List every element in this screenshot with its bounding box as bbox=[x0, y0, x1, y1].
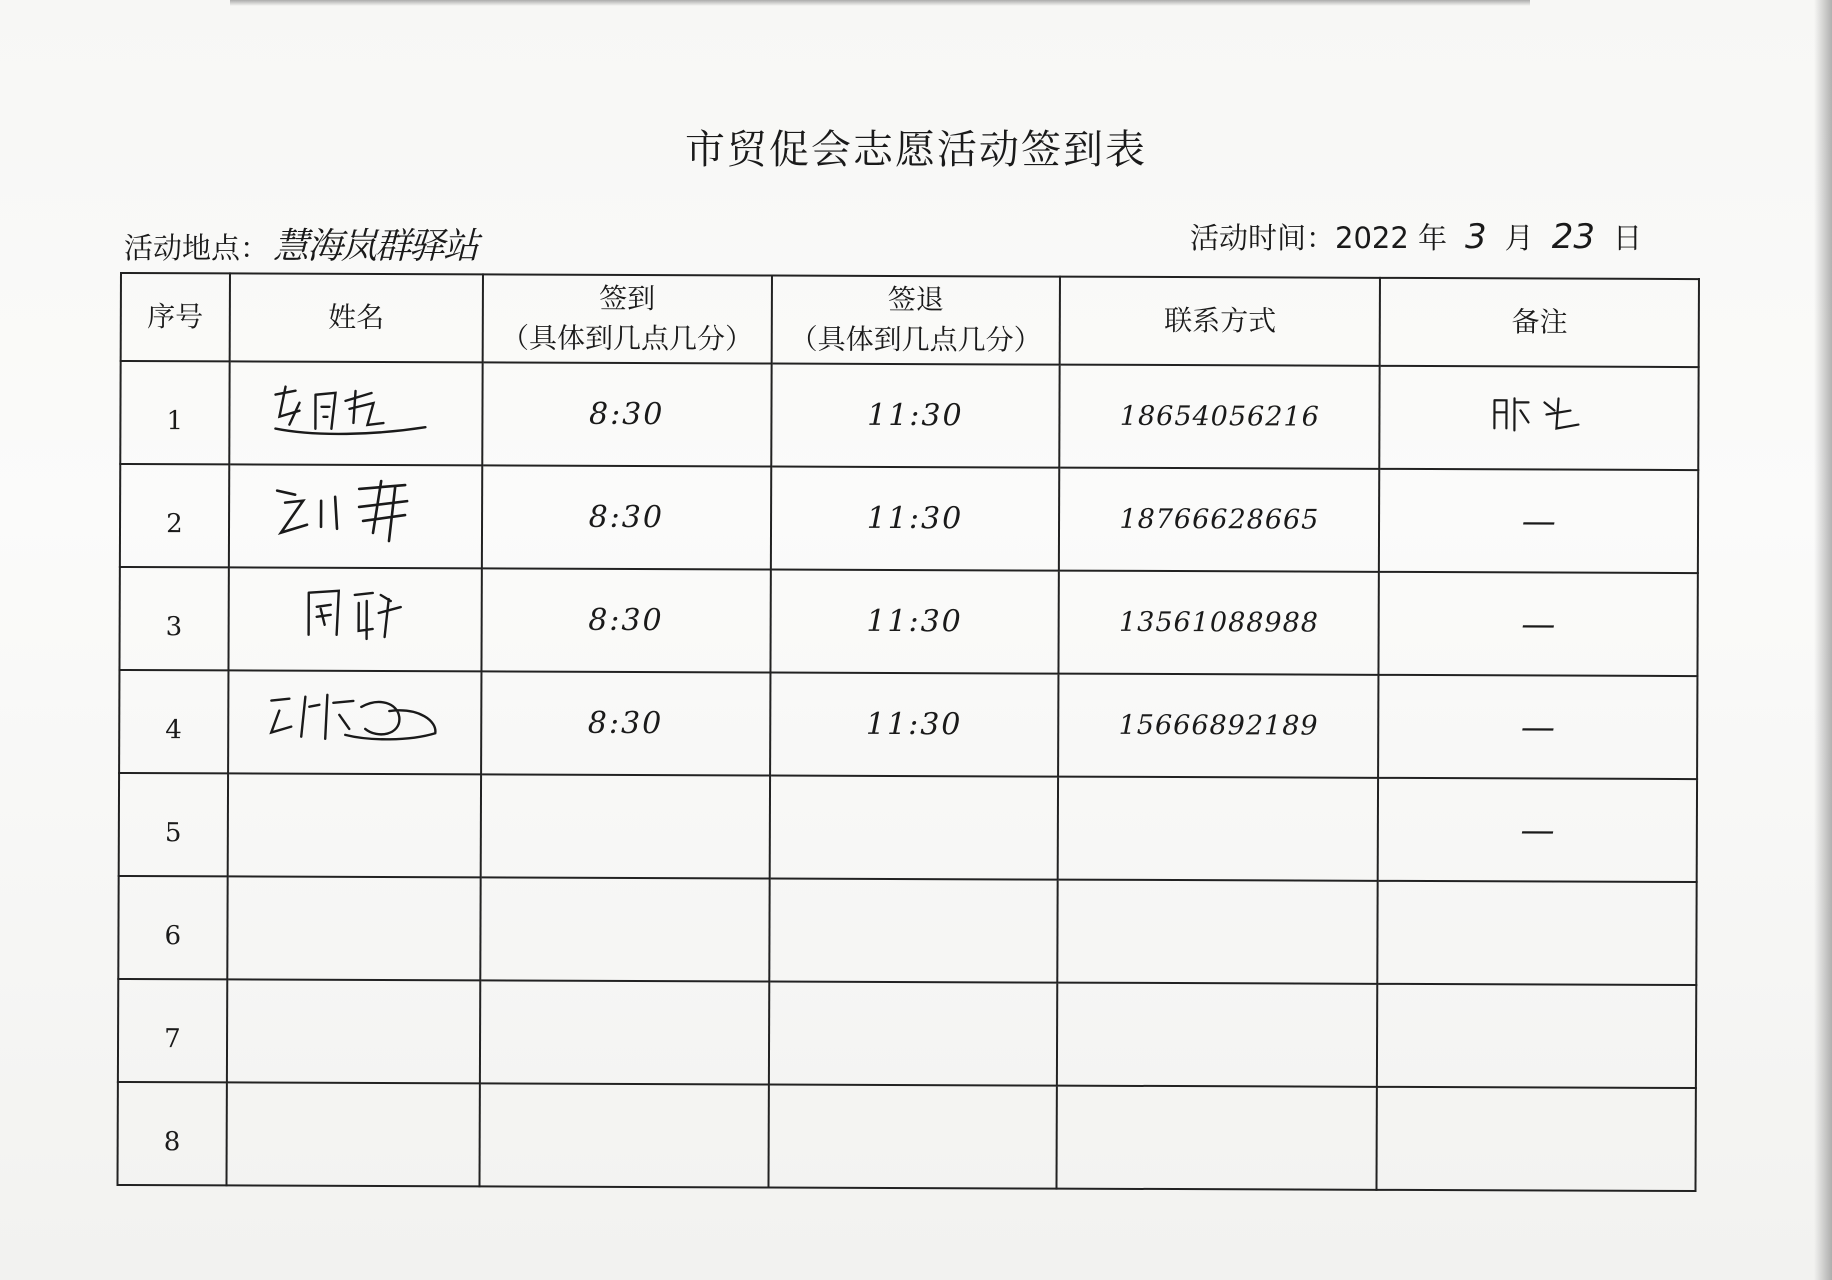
table-row bbox=[119, 773, 1697, 882]
time-label: 活动时间：2022 年 bbox=[1190, 221, 1448, 255]
table-row bbox=[118, 979, 1696, 1088]
row-sign-out: 11:30 bbox=[770, 467, 1059, 571]
signature-3 bbox=[255, 579, 455, 650]
day-value: 23 bbox=[1551, 217, 1595, 257]
row-name bbox=[227, 773, 481, 877]
table-row bbox=[118, 876, 1696, 985]
page-title: 市贸促会志愿活动签到表 bbox=[685, 127, 1147, 173]
month-label: 月 bbox=[1504, 221, 1534, 255]
table-row bbox=[119, 567, 1697, 676]
row-name bbox=[227, 876, 481, 980]
row-contact bbox=[1057, 1086, 1377, 1190]
row-note: — bbox=[1379, 469, 1698, 573]
signature-2 bbox=[255, 471, 455, 552]
row-contact: 13561088988 bbox=[1059, 571, 1379, 675]
row-note bbox=[1378, 881, 1697, 985]
signature-4 bbox=[249, 677, 459, 758]
location-label: 活动地点： bbox=[124, 231, 270, 265]
row-sign-out: 11:30 bbox=[770, 569, 1059, 673]
row-sign-in: 8:30 bbox=[481, 671, 770, 775]
header-sign-in-title: 签到 bbox=[599, 281, 656, 316]
row-contact bbox=[1057, 983, 1377, 1087]
row-sign-out: 11:30 bbox=[770, 672, 1059, 776]
row-sign-in bbox=[481, 774, 770, 878]
row-contact: 18766628665 bbox=[1059, 468, 1379, 572]
row-name-signature bbox=[228, 670, 482, 774]
month-value: 3 bbox=[1465, 217, 1487, 257]
location-value: 慧海岚群驿站 bbox=[273, 226, 478, 267]
row-name-signature bbox=[229, 361, 483, 465]
row-contact bbox=[1058, 880, 1378, 984]
row-note: — bbox=[1378, 778, 1697, 882]
row-sign-in: 8:30 bbox=[482, 362, 771, 466]
row-seq: 1 bbox=[120, 361, 229, 464]
date-line bbox=[1190, 216, 1642, 257]
day-label: 日 bbox=[1612, 221, 1642, 255]
header-sign-in-hint: （具体到几点几分） bbox=[500, 321, 754, 356]
table-row bbox=[120, 464, 1698, 573]
row-seq: 4 bbox=[119, 670, 228, 773]
header-note: 备注 bbox=[1380, 278, 1699, 367]
row-contact bbox=[1058, 777, 1378, 881]
row-sign-in bbox=[480, 877, 769, 981]
row-sign-in: 8:30 bbox=[481, 568, 770, 672]
paper-top-edge bbox=[230, 0, 1530, 6]
row-name bbox=[227, 979, 481, 1083]
table-row bbox=[120, 361, 1698, 470]
signin-table bbox=[116, 272, 1699, 1192]
row-sign-out bbox=[769, 878, 1058, 982]
row-seq: 8 bbox=[117, 1082, 226, 1185]
row-seq: 3 bbox=[119, 567, 228, 670]
row-sign-out: 11:30 bbox=[771, 364, 1060, 468]
header-seq: 序号 bbox=[121, 273, 230, 361]
row-note: — bbox=[1379, 572, 1698, 676]
row-note bbox=[1380, 366, 1699, 470]
row-note bbox=[1377, 1087, 1696, 1191]
row-seq: 6 bbox=[118, 876, 227, 979]
row-sign-out bbox=[768, 1084, 1057, 1188]
row-contact: 18654056216 bbox=[1060, 365, 1380, 469]
table-row bbox=[119, 670, 1697, 779]
row-name bbox=[226, 1082, 480, 1186]
row-seq: 5 bbox=[119, 773, 228, 876]
header-contact: 联系方式 bbox=[1060, 277, 1380, 366]
row-name-signature bbox=[228, 567, 482, 671]
row-sign-out bbox=[769, 775, 1058, 879]
row-sign-in bbox=[479, 1083, 768, 1187]
row-note bbox=[1377, 984, 1696, 1088]
header-sign-out bbox=[771, 276, 1060, 365]
note-handwriting-1 bbox=[1484, 388, 1594, 438]
signature-1 bbox=[256, 373, 456, 444]
header-sign-out-title: 签退 bbox=[887, 282, 944, 317]
row-sign-in bbox=[480, 980, 769, 1084]
row-seq: 7 bbox=[118, 979, 227, 1082]
row-sign-in: 8:30 bbox=[482, 465, 771, 569]
header-name: 姓名 bbox=[229, 273, 483, 362]
table-header-row bbox=[121, 273, 1699, 367]
table-row bbox=[117, 1082, 1695, 1191]
row-contact: 15666892189 bbox=[1058, 674, 1378, 778]
paper-right-shadow bbox=[1814, 0, 1832, 1280]
row-seq: 2 bbox=[120, 464, 229, 567]
header-sign-in bbox=[483, 274, 772, 363]
location-line bbox=[124, 218, 477, 269]
row-note: — bbox=[1378, 675, 1697, 779]
row-name-signature bbox=[229, 464, 483, 568]
header-sign-out-hint: （具体到几点几分） bbox=[789, 322, 1042, 357]
row-sign-out bbox=[768, 981, 1057, 1085]
